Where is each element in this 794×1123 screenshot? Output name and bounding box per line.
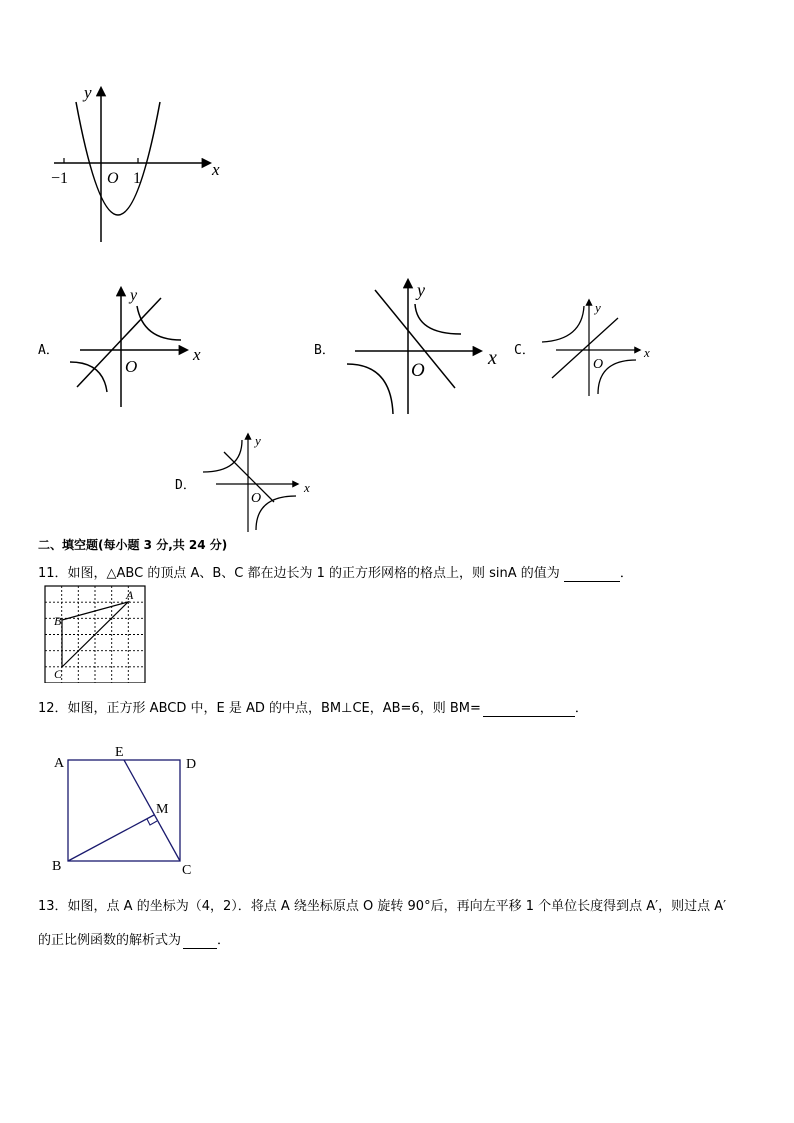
option-d-label: D． bbox=[175, 478, 196, 493]
question-13-line-2 bbox=[38, 929, 230, 949]
question-12 bbox=[38, 697, 588, 717]
q11-grid-figure bbox=[38, 583, 150, 683]
linear-graph bbox=[552, 318, 618, 378]
label-d: D bbox=[186, 757, 197, 772]
label-c: C bbox=[54, 667, 63, 681]
parabola-curve bbox=[76, 102, 160, 215]
section-heading: 二、填空题(每小题 3 分,共 24 分) bbox=[38, 538, 228, 552]
q12-square-figure bbox=[48, 740, 218, 880]
linear-graph bbox=[224, 452, 274, 502]
origin-label: O bbox=[107, 170, 119, 187]
label-m: M bbox=[156, 802, 169, 817]
origin-label: O bbox=[593, 357, 604, 372]
question-11 bbox=[38, 562, 633, 582]
hyperbola-branch-2 bbox=[70, 362, 107, 392]
option-b-graph[interactable] bbox=[343, 276, 513, 421]
option-a-graph[interactable] bbox=[65, 282, 215, 412]
question-13-end: ． bbox=[217, 933, 231, 948]
x-label: x bbox=[212, 160, 220, 179]
origin-label: O bbox=[125, 357, 138, 376]
origin-label: O bbox=[411, 360, 425, 381]
label-b: B bbox=[52, 859, 62, 874]
segment-bm bbox=[68, 815, 154, 861]
answer-blank-12[interactable] bbox=[483, 701, 575, 717]
hyperbola-branch-2 bbox=[347, 364, 393, 414]
hyperbola-branch-1 bbox=[137, 306, 181, 340]
parabola-graph bbox=[40, 80, 240, 250]
label-a: A bbox=[54, 756, 65, 771]
y-label: y bbox=[130, 287, 138, 304]
hyperbola-branch-1 bbox=[203, 440, 242, 472]
question-11-text: 11．如图，△ABC 的顶点 A、B、C 都在边长为 1 的正方形网格的格点上，则 sinA 的值为 bbox=[38, 566, 560, 581]
label-b: B bbox=[54, 614, 62, 628]
origin-label: O bbox=[251, 491, 262, 506]
linear-graph bbox=[77, 298, 161, 387]
x-label: x bbox=[193, 345, 201, 364]
hyperbola-branch-2 bbox=[598, 360, 636, 394]
hyperbola-branch-2 bbox=[256, 496, 296, 530]
option-a-label: A． bbox=[38, 343, 59, 358]
label-a: A bbox=[126, 588, 134, 602]
hyperbola-branch-1 bbox=[415, 304, 461, 334]
question-11-end: ． bbox=[619, 566, 633, 581]
option-c-label: C． bbox=[514, 343, 535, 358]
label-e: E bbox=[115, 745, 124, 760]
question-13-line-1: 13．如图，点 A 的坐标为（4，2）．将点 A 绕坐标原点 O 旋转 90°后，再向左平移 1 个单位长度得到点 A′，则过点 A′ bbox=[38, 899, 727, 914]
x-label: x bbox=[488, 347, 497, 369]
answer-blank-13[interactable] bbox=[183, 933, 217, 949]
option-d-graph[interactable] bbox=[198, 430, 323, 536]
x-label: x bbox=[644, 345, 650, 360]
question-12-end: ． bbox=[574, 701, 588, 716]
y-label: y bbox=[84, 83, 92, 102]
y-label: y bbox=[417, 280, 425, 300]
label-c: C bbox=[182, 863, 192, 878]
question-12-text: 12．如图，正方形 ABCD 中，E 是 AD 的中点，BM⊥CE，AB=6，则 BM= bbox=[38, 701, 481, 716]
answer-blank-11[interactable] bbox=[564, 566, 620, 582]
question-13-text: 的正比例函数的解析式为 bbox=[38, 933, 182, 948]
hyperbola-branch-1 bbox=[542, 306, 584, 342]
right-angle-mark bbox=[147, 819, 157, 825]
y-label: y bbox=[595, 300, 601, 315]
segment-ce bbox=[124, 760, 180, 861]
option-c-graph[interactable] bbox=[540, 296, 660, 400]
y-label: y bbox=[255, 433, 261, 448]
option-b-label: B． bbox=[314, 343, 335, 358]
tick-label-1: 1 bbox=[133, 170, 141, 187]
tick-label-neg1: −1 bbox=[51, 170, 69, 187]
x-label: x bbox=[304, 480, 310, 495]
